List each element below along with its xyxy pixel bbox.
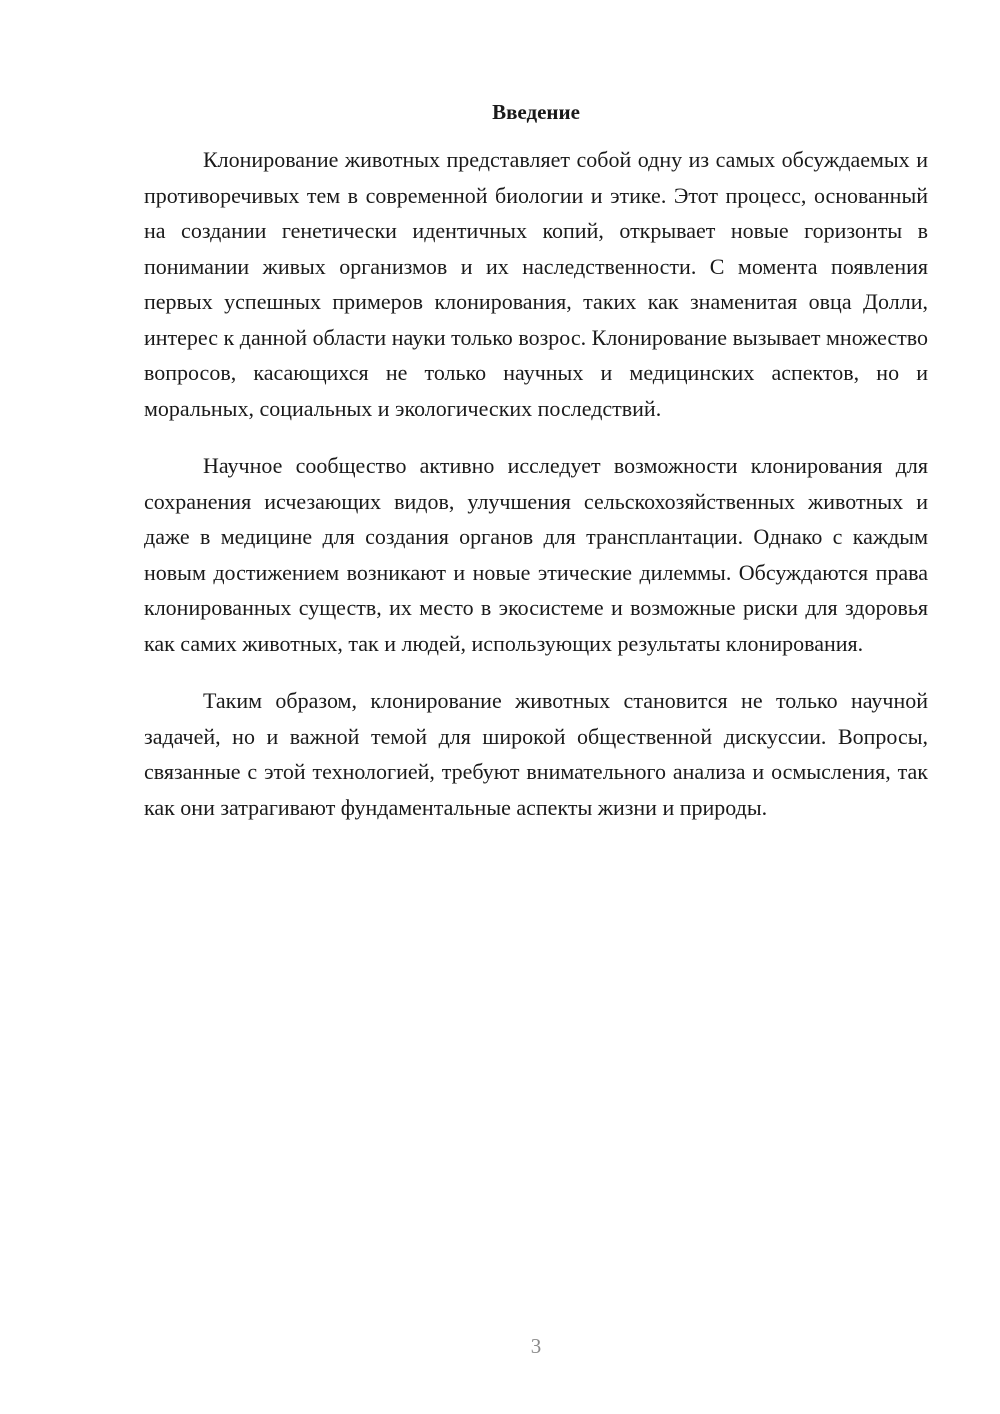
paragraph-2: Научное сообщество активно исследует возможности клонирования для сохранения исчезающих видов, улучшения сельскохозяйственных животных и даже в медицине для создания органов для трансплантации. Однако с каждым новым достижением возникают и новые этические дилеммы. Обсуждаются права клонированных существ, их место в экосистеме и возможные риски для здоровья как самих животных, так и людей, использующих результаты клонирования. bbox=[144, 453, 928, 656]
paragraph-3: Таким образом, клонирование животных становится не только научной задачей, но и важной темой для широкой общественной дискуссии. Вопросы, связанные с этой технологией, требуют внимательного анализа и осмысления, так как они затрагивают фундаментальные аспекты жизни и природы. bbox=[144, 688, 928, 820]
paragraph-1: Клонирование животных представляет собой одну из самых обсуждаемых и противоречивых тем в современной биологии и этике. Этот процесс, основанный на создании генетически идентичных копий, открывает новые горизонты в понимании живых организмов и их наследственности. С момента появления первых успешных примеров клонирования, таких как знаменитая овца Долли, интерес к данной области науки только возрос. Клонирование вызывает множество вопросов, касающихся не только научных и медицинских аспектов, но и моральных, социальных и экологических последствий. bbox=[144, 147, 928, 421]
body-text bbox=[144, 142, 928, 847]
section-heading: Введение bbox=[492, 100, 580, 124]
page-number: 3 bbox=[530, 1334, 542, 1358]
